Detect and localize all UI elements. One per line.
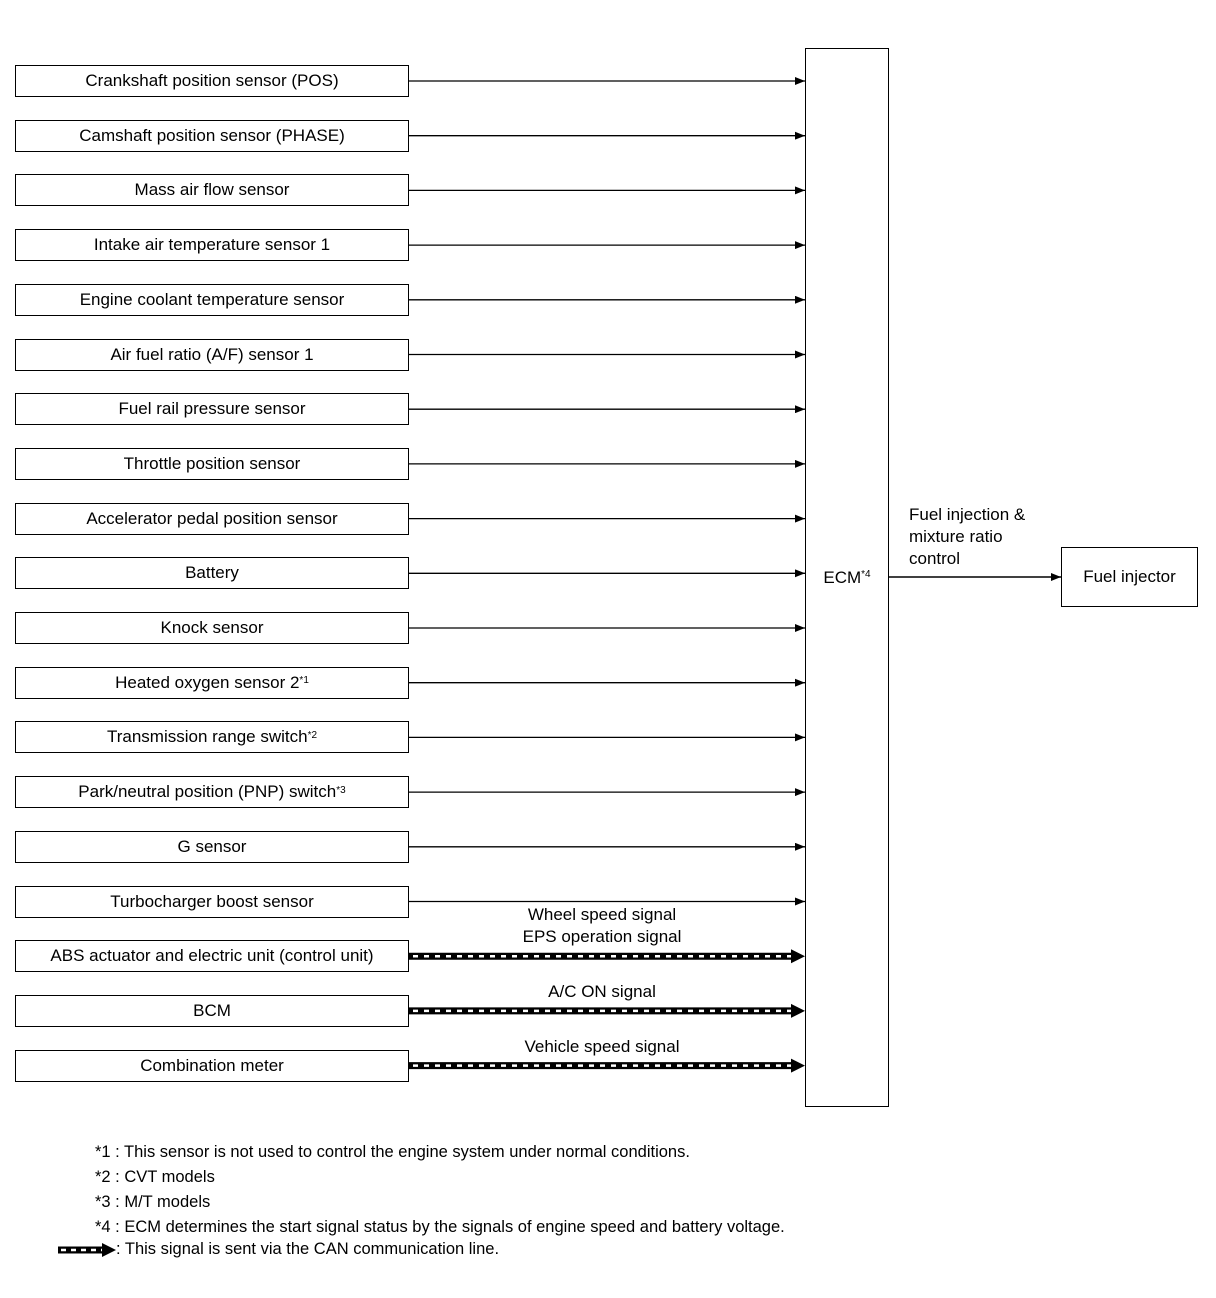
can-legend	[58, 1240, 499, 1259]
fuel-injector-box	[1061, 547, 1198, 607]
footnote-mark: *3	[336, 784, 346, 796]
sensor-box	[15, 393, 409, 425]
footnote-mark: *2	[307, 729, 318, 741]
footnote-4: *4 : ECM determines the start signal status by the signals of engine speed and battery voltage.	[95, 1218, 785, 1236]
sensor-label: Engine coolant temperature sensor	[79, 289, 345, 309]
fuel-injector-label: Fuel injector	[1083, 567, 1176, 586]
sensor-label: Transmission range switch	[106, 727, 308, 747]
footnotes	[95, 1140, 785, 1240]
footnote-3: *3 : M/T models	[95, 1193, 211, 1211]
sensor-box	[15, 65, 409, 97]
ecm-box	[805, 48, 889, 1107]
output-signal-label: Fuel injection & mixture ratio control	[909, 505, 1026, 568]
sensor-label: Turbocharger boost sensor	[110, 891, 314, 911]
sensor-label: Mass air flow sensor	[134, 180, 290, 200]
can-signal-label: Vehicle speed signal	[524, 1036, 680, 1056]
sensor-box	[15, 503, 409, 535]
sensor-box	[15, 721, 409, 753]
sensor-label: Throttle position sensor	[123, 453, 301, 473]
sensor-box	[15, 557, 409, 589]
sensor-label: Camshaft position sensor (PHASE)	[79, 125, 345, 145]
can-signal-label: A/C ON signal	[548, 981, 656, 1001]
sensor-label: Accelerator pedal position sensor	[86, 508, 338, 528]
sensor-label: Crankshaft position sensor (POS)	[85, 71, 339, 90]
can-signal-label: Wheel speed signal EPS operation signal	[522, 905, 682, 947]
sensor-label: Fuel rail pressure sensor	[118, 399, 306, 419]
sensor-label: ABS actuator and electric unit (control unit)	[50, 946, 374, 966]
sensor-label: BCM	[193, 1000, 231, 1020]
can-arrow-head	[791, 1059, 805, 1073]
can-arrow-head	[791, 949, 805, 963]
ecm-footnote-mark: *4	[861, 569, 871, 580]
can-arrow-head	[791, 1004, 805, 1018]
sensor-box	[15, 229, 409, 261]
sensor-label: Intake air temperature sensor 1	[93, 235, 331, 255]
sensor-label: Heated oxygen sensor 2	[115, 672, 300, 692]
sensor-label: G sensor	[177, 836, 247, 856]
sensor-box	[15, 940, 409, 972]
can-legend-text: : This signal is sent via the CAN communication line.	[116, 1240, 500, 1258]
footnote-mark: *1	[299, 675, 309, 687]
sensor-box	[15, 995, 409, 1027]
sensor-label: Battery	[185, 563, 239, 583]
sensor-box	[15, 612, 409, 644]
sensor-box	[15, 120, 409, 152]
footnote-2: *2 : CVT models	[95, 1168, 215, 1186]
sensor-label: Park/neutral position (PNP) switch	[78, 782, 337, 802]
footnote-1: *1 : This sensor is not used to control the engine system under normal conditions.	[95, 1143, 690, 1161]
sensor-box	[15, 1050, 409, 1082]
sensor-label: Combination meter	[140, 1055, 284, 1075]
sensor-box	[15, 448, 409, 480]
sensor-label: Air fuel ratio (A/F) sensor 1	[110, 344, 314, 364]
sensor-box	[15, 886, 409, 918]
sensor-box	[15, 284, 409, 316]
sensor-box	[15, 667, 409, 699]
ecm-label: ECM	[823, 567, 862, 587]
sensor-label: Knock sensor	[160, 618, 264, 637]
sensor-box	[15, 339, 409, 371]
sensor-box	[15, 174, 409, 206]
sensor-box	[15, 776, 409, 808]
can-line-icon	[58, 1242, 116, 1258]
sensor-box	[15, 831, 409, 863]
